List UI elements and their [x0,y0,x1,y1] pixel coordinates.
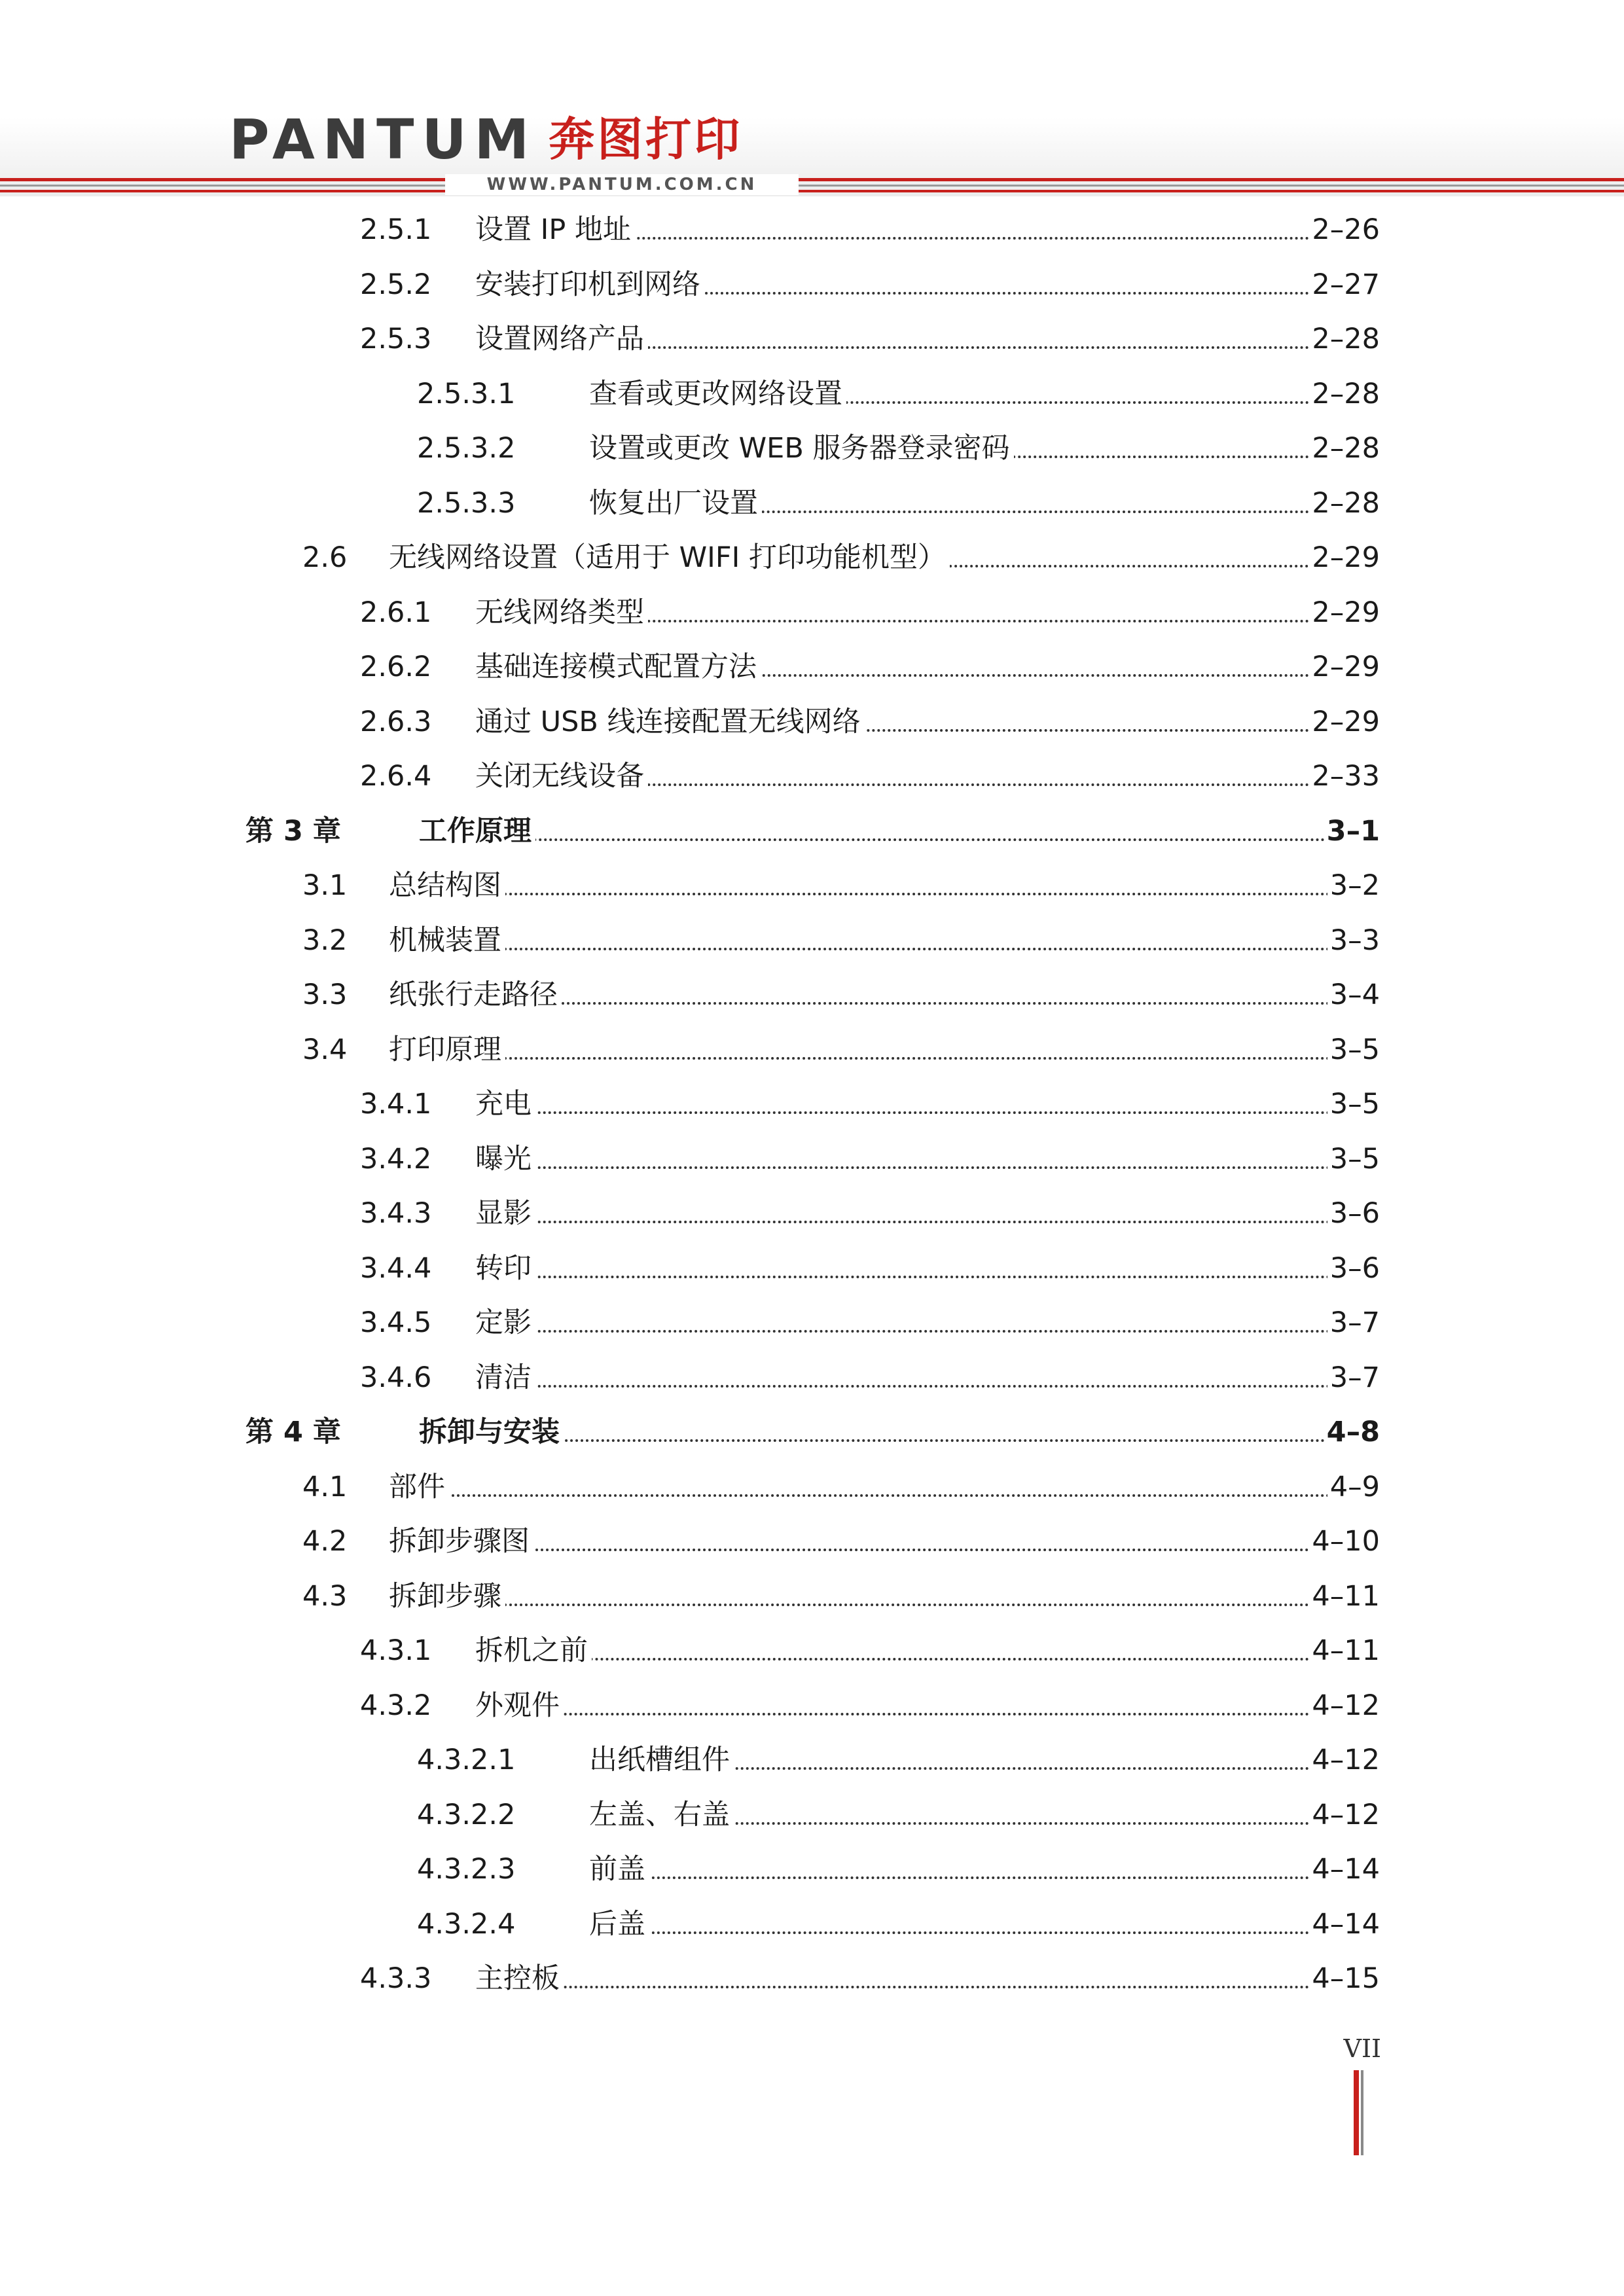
toc-entry-page: 3–6 [1327,1196,1380,1231]
toc-entry[interactable] [0,1903,1624,1942]
toc-entry[interactable] [0,317,1624,357]
toc-entry-title: 拆机之前 [475,1633,592,1668]
toc-entry-title: 设置 IP 地址 [475,212,635,247]
toc-entry[interactable] [0,1247,1624,1286]
toc-entry-number: 4.3.3 [360,1962,432,1995]
toc-entry-number: 4.3.2.3 [417,1853,516,1886]
toc-entry[interactable] [0,1575,1624,1614]
toc-entry[interactable] [0,1356,1624,1395]
toc-entry-number: 3.4.3 [360,1197,432,1230]
toc-entry[interactable] [0,427,1624,466]
toc-entry-number: 2.5.3.1 [417,377,516,410]
toc-entry-number: 3.4.5 [360,1306,432,1339]
toc-entry-number: 2.6 [302,541,348,574]
toc-entry-page: 3–3 [1327,923,1380,958]
logo-latin-text: PANTUM [229,107,537,171]
toc-entry-number: 4.3.2.2 [417,1798,516,1831]
toc-entry-title: 外观件 [475,1688,564,1723]
toc-entry[interactable] [0,1957,1624,1996]
toc-entry-title: 设置网络产品 [475,321,648,357]
toc-entry-number: 3.4 [302,1033,348,1066]
toc-entry-page: 2–29 [1309,649,1380,685]
header-rule-red-lower [0,190,1624,192]
toc-entry[interactable] [0,700,1624,740]
toc-entry-number: 4.2 [302,1525,348,1558]
toc-entry-number: 2.5.3.3 [417,486,516,520]
toc-entry[interactable] [0,1028,1624,1067]
toc-entry-page: 2–29 [1309,540,1380,575]
header-rule-gray [0,185,1624,187]
toc-entry-page: 2–29 [1309,595,1380,630]
toc-entry-title: 定影 [475,1305,535,1340]
toc-entry-page: 2–33 [1309,759,1380,794]
toc-entry[interactable] [0,1738,1624,1778]
toc-entry-page: 4–12 [1309,1742,1380,1778]
toc-entry-page: 3–4 [1327,977,1380,1013]
pantum-logo [229,107,743,171]
toc-entry[interactable] [0,263,1624,302]
toc-entry-title: 打印原理 [389,1032,505,1067]
toc-entry[interactable] [0,973,1624,1013]
toc-entry-number: 4.3.1 [360,1634,432,1667]
toc-entry[interactable] [0,1138,1624,1177]
toc-entry-page: 2–28 [1309,431,1380,466]
toc-entry[interactable] [0,372,1624,412]
toc-entry-title: 主控板 [475,1961,564,1996]
toc-entry-page: 4–9 [1327,1469,1380,1505]
toc-entry-page: 2–29 [1309,704,1380,740]
toc-entry-page: 4–11 [1309,1633,1380,1668]
header-url-box [445,174,799,195]
toc-entry-page: 4–12 [1309,1688,1380,1723]
toc-leader-dots [419,838,1367,841]
toc-entry-title: 安装打印机到网络 [475,267,704,302]
toc-entry-title: 曝光 [475,1141,535,1177]
toc-entry[interactable] [0,1465,1624,1505]
toc-entry-number: 3.4.1 [360,1088,432,1121]
toc-entry[interactable] [0,864,1624,903]
toc-entry-number: 2.5.3.2 [417,432,516,465]
toc-leader-dots [389,1604,1367,1606]
toc-entry-title: 拆卸步骤图 [389,1524,533,1559]
toc-entry-title: 部件 [389,1469,449,1505]
toc-leader-dots [475,1276,1367,1278]
toc-entry-page: 2–28 [1309,376,1380,412]
toc-leader-dots [389,1549,1367,1551]
toc-entry-page: 3–6 [1327,1251,1380,1286]
toc-entry-page: 3–7 [1327,1360,1380,1395]
toc-entry-number: 3.4.2 [360,1142,432,1175]
toc-entry-title: 转印 [475,1251,535,1286]
toc-entry[interactable] [0,1684,1624,1723]
toc-leader-dots [475,1111,1367,1114]
toc-entry[interactable] [0,1301,1624,1340]
toc-entry-page: 4–12 [1309,1797,1380,1833]
toc-entry[interactable] [0,1793,1624,1833]
toc-entry-number: 第 4 章 [245,1416,341,1448]
toc-entry-title: 前盖 [589,1852,649,1887]
page-side-bar [1354,2070,1359,2155]
toc-entry-number: 2.6.2 [360,651,432,683]
toc-entry-title: 拆卸与安装 [419,1414,564,1450]
toc-entry-title: 左盖、右盖 [589,1797,734,1833]
toc-entry-number: 4.1 [302,1470,348,1503]
toc-entry[interactable] [0,1629,1624,1668]
toc-entry[interactable] [0,1192,1624,1231]
toc-entry[interactable] [0,1410,1624,1450]
toc-entry[interactable] [0,208,1624,247]
toc-entry-page: 4–14 [1309,1852,1380,1887]
toc-leader-dots [475,1330,1367,1333]
toc-entry-page: 4–15 [1309,1961,1380,1996]
toc-entry-title: 充电 [475,1086,535,1122]
toc-entry[interactable] [0,645,1624,685]
toc-entry-number: 2.6.4 [360,760,432,793]
toc-entry-title: 总结构图 [389,868,505,903]
toc-entry-title: 设置或更改 WEB 服务器登录密码 [589,431,1014,466]
toc-entry-page: 3–5 [1327,1141,1380,1177]
toc-entry-page: 3–5 [1327,1086,1380,1122]
toc-leader-dots [475,1658,1367,1660]
toc-entry-page: 2–26 [1309,212,1380,247]
toc-entry-page: 4–14 [1309,1907,1380,1942]
toc-entry-number: 4.3.2.4 [417,1907,516,1941]
toc-entry-title: 关闭无线设备 [475,759,648,794]
toc-leader-dots [589,1931,1367,1934]
toc-entry-page: 4–10 [1309,1524,1380,1559]
toc-entry-number: 3.4.6 [360,1361,432,1394]
toc-entry-page: 2–27 [1309,267,1380,302]
toc-entry[interactable] [0,1520,1624,1559]
toc-leader-dots [475,1221,1367,1223]
toc-entry-page: 3–7 [1327,1305,1380,1340]
toc-entry-number: 3.3 [302,978,348,1011]
toc-entry[interactable] [0,919,1624,958]
toc-entry-number: 3.4.4 [360,1251,432,1285]
toc-entry-title: 恢复出厂设置 [589,486,762,521]
toc-leader-dots [475,1986,1367,1988]
toc-entry-title: 机械装置 [389,923,505,958]
toc-entry-page: 4–11 [1309,1579,1380,1614]
toc-entry-page: 3–5 [1327,1032,1380,1067]
toc-entry-title: 查看或更改网络设置 [589,376,846,412]
toc-leader-dots [389,1494,1367,1497]
toc-entry[interactable] [0,1848,1624,1887]
toc-entry-page: 2–28 [1309,486,1380,521]
toc-leader-dots [589,1876,1367,1879]
toc-entry-number: 2.6.3 [360,705,432,738]
toc-leader-dots [475,1385,1367,1388]
toc-entry-title: 无线网络类型 [475,595,648,630]
toc-entry-page: 3–1 [1324,814,1380,849]
toc-entry-title: 后盖 [589,1907,649,1942]
toc-leader-dots [389,1057,1367,1060]
toc-entry-title: 显影 [475,1196,535,1231]
toc-entry-number: 3.1 [302,869,348,902]
page-side-bar-gray [1361,2070,1363,2155]
toc-entry[interactable] [0,591,1624,630]
toc-entry-number: 2.6.1 [360,596,432,629]
toc-leader-dots [389,948,1367,950]
toc-entry-title: 工作原理 [419,814,535,849]
toc-entry-title: 清洁 [475,1360,535,1395]
toc-entry-title: 无线网络设置（适用于 WIFI 打印功能机型） [389,540,950,575]
toc-entry-number: 2.5.2 [360,268,432,301]
toc-entry-title: 通过 USB 线连接配置无线网络 [475,704,865,740]
toc-entry-number: 3.2 [302,924,348,957]
toc-entry[interactable] [0,755,1624,794]
toc-entry-number: 4.3 [302,1579,348,1613]
toc-leader-dots [475,1713,1367,1715]
logo-chinese-text: 奔图打印 [549,113,743,166]
toc-entry-page: 3–2 [1327,868,1380,903]
toc-leader-dots [389,893,1367,895]
header-rule-red [0,178,1624,181]
toc-entry-number: 2.5.3 [360,323,432,355]
header-url: WWW.PANTUM.COM.CN [486,175,757,194]
toc-entry[interactable] [0,810,1624,849]
toc-leader-dots [475,1166,1367,1169]
toc-entry-title: 基础连接模式配置方法 [475,649,761,685]
toc-entry-number: 2.5.1 [360,213,432,246]
toc-entry[interactable] [0,1083,1624,1122]
page-number: VII [1343,2034,1381,2063]
toc-entry-page: 4–8 [1324,1414,1380,1450]
toc-entry-page: 2–28 [1309,321,1380,357]
toc-entry-number: 4.3.2 [360,1689,432,1722]
toc-entry-title: 拆卸步骤 [389,1579,505,1614]
toc-entry-number: 第 3 章 [245,814,341,848]
toc-entry[interactable] [0,536,1624,575]
toc-entry-number: 4.3.2.1 [417,1744,516,1776]
toc-entry-title: 纸张行走路径 [389,977,562,1013]
toc-entry-title: 出纸槽组件 [589,1742,734,1778]
toc-entry[interactable] [0,482,1624,521]
